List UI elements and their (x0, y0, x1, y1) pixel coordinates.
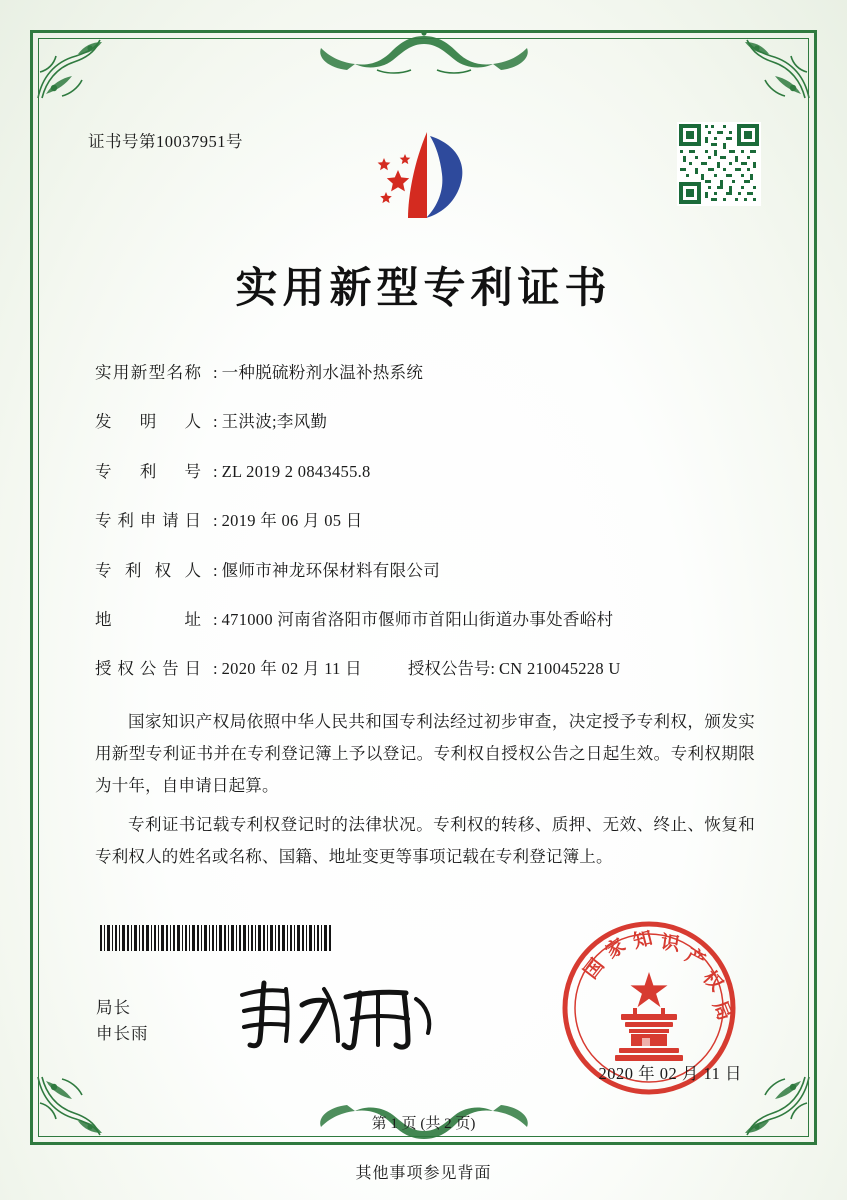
legal-paragraph: 国家知识产权局依照中华人民共和国专利法经过初步审查，决定授予专利权，颁发实用新型专利证书并在专利登记簿上予以登记。专利权自授权公告之日起生效。专利权期限为十年，自申请日起算。 (95, 712, 755, 796)
svg-text:识: 识 (659, 931, 682, 956)
field-colon: : (213, 659, 218, 679)
field-row-address (95, 607, 752, 633)
field-label: 实用新型名称 (95, 363, 201, 382)
legal-paragraph: 专利证书记载专利权登记时的法律状况。专利权的转移、质押、无效、终止、恢复和专利权人的姓名或名称、国籍、地址变更等事项记载在专利登记簿上。 (95, 814, 755, 866)
footer-note: 其他事项参见背面 (355, 1165, 492, 1182)
legal-text-block (95, 706, 755, 879)
svg-text:国: 国 (579, 954, 609, 984)
seal-date: 2020 年 02 月 11 日 (598, 1064, 742, 1083)
corner-ornament-icon (32, 32, 116, 104)
barcode-icon (100, 925, 332, 951)
top-flourish-ornament-icon (259, 30, 589, 76)
field-value: 王洪波;李风勤 (221, 412, 328, 432)
field-value: 偃师市神龙环保材料有限公司 (221, 560, 440, 580)
field-row-application-date (95, 508, 752, 534)
field-value: ZL 2019 2 0843455.8 (221, 461, 371, 481)
field-value: 2019 年 06 月 05 日 (221, 511, 363, 531)
field-label: 地址 (95, 609, 201, 629)
field-colon: : (213, 363, 218, 382)
director-title-label: 局长 (96, 998, 131, 1017)
director-name-label: 申长雨 (96, 1024, 149, 1044)
field-value: 2020 年 02 月 11 日 (221, 659, 362, 679)
field-value: 一种脱硫粉剂水温补热系统 (221, 363, 424, 382)
field-row-patent-number (95, 459, 752, 485)
fields-list (95, 360, 752, 706)
field-label: 授权公告日 (95, 659, 201, 679)
field-colon: : (213, 412, 218, 432)
field-row-invention-name (95, 360, 752, 386)
certificate-number: 证书号第10037951号 (88, 132, 243, 151)
page-number: 第 1 页 (共 2 页) (371, 1116, 476, 1132)
corner-ornament-icon (731, 32, 815, 104)
handwritten-signature-icon (228, 975, 443, 1055)
field-colon-secondary: : (490, 659, 495, 679)
field-colon: : (213, 609, 218, 629)
field-label-secondary: 授权公告号 (407, 659, 491, 679)
page-title: 实用新型专利证书 (235, 263, 612, 312)
svg-text:家: 家 (601, 934, 630, 964)
field-value-secondary: CN 210045228 U (499, 659, 621, 679)
svg-text:产: 产 (681, 943, 709, 973)
patent-office-emblem-icon (364, 118, 484, 226)
qr-code-icon (677, 122, 761, 206)
field-colon: : (213, 511, 218, 531)
svg-text:知: 知 (630, 926, 655, 953)
field-label: 专利号 (95, 461, 201, 481)
field-row-patentee (95, 558, 752, 584)
field-row-grant-announcement (95, 656, 752, 682)
svg-text:权: 权 (698, 966, 728, 996)
svg-text:局: 局 (708, 997, 736, 1024)
field-label: 发明人 (95, 412, 201, 432)
field-label: 专利申请日 (95, 511, 201, 531)
field-row-inventor (95, 409, 752, 435)
field-value: 471000 河南省洛阳市偃师市首阳山街道办事处香峪村 (221, 609, 614, 629)
signature-labels (96, 995, 149, 1048)
field-label: 专利权人 (95, 560, 201, 580)
field-colon: : (213, 560, 218, 580)
field-colon: : (213, 461, 218, 481)
